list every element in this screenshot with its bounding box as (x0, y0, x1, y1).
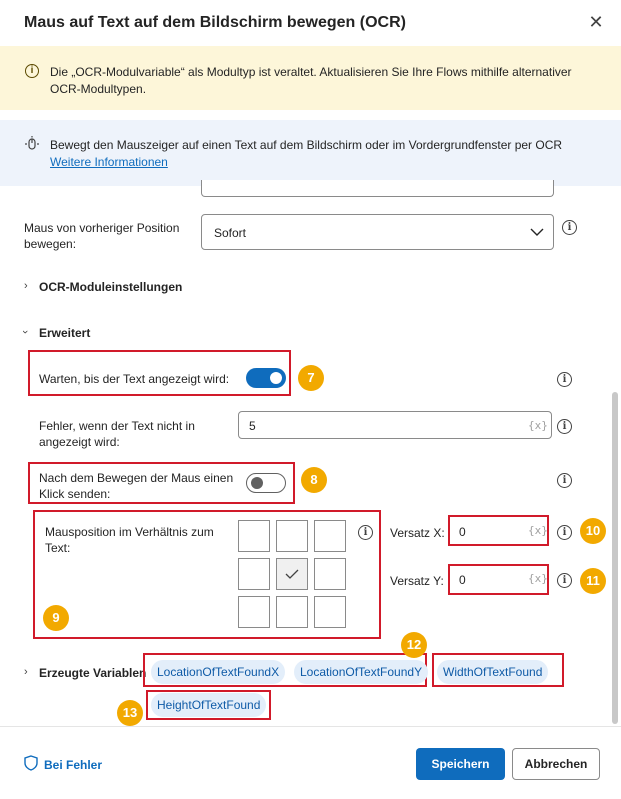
move-from-previous-value: Sofort (214, 226, 247, 240)
info-circle-icon[interactable]: i (557, 419, 572, 434)
info-circle-icon[interactable]: i (557, 525, 572, 540)
cancel-button[interactable]: Abbrechen (512, 748, 600, 780)
position-cell-bottom-center[interactable] (276, 596, 308, 628)
variable-pill[interactable]: HeightOfTextFound (151, 693, 266, 717)
info-circle-icon[interactable]: i (557, 473, 572, 488)
info-text (50, 137, 610, 171)
position-cell-top-center[interactable] (276, 520, 308, 552)
info-circle-icon[interactable]: i (358, 525, 373, 540)
annotation-badge-13: 13 (117, 700, 143, 726)
variable-icon[interactable]: {x} (528, 419, 548, 432)
annotation-badge-11: 11 (580, 568, 606, 594)
offset-x-label: Versatz X: (390, 526, 445, 540)
shield-icon (24, 755, 38, 771)
annotation-badge-7: 7 (298, 365, 324, 391)
annotation-badge-8: 8 (301, 467, 327, 493)
info-circle-icon[interactable]: i (557, 573, 572, 588)
variable-icon[interactable]: {x} (528, 524, 548, 537)
warning-text: Die „OCR-Modulvariable“ als Modultyp ist veraltet. Aktualisieren Sie Ihre Flows mithilfe alternativer OCR-Modultypen. (50, 65, 572, 96)
move-from-previous-label: Maus von vorheriger Position bewegen: (24, 221, 180, 251)
position-cell-top-right[interactable] (314, 520, 346, 552)
close-icon[interactable]: ✕ (588, 12, 604, 32)
offset-x-value[interactable]: 0 (459, 525, 466, 539)
position-cell-middle-right[interactable] (314, 558, 346, 590)
position-cell-top-left[interactable] (238, 520, 270, 552)
save-button[interactable]: Speichern (416, 748, 505, 780)
send-click-toggle[interactable] (246, 473, 286, 493)
variable-pill[interactable]: LocationOfTextFoundY (294, 660, 428, 684)
chevron-down-icon[interactable] (530, 225, 544, 239)
info-circle-icon[interactable]: i (562, 220, 577, 235)
position-cell-middle-left[interactable] (238, 558, 270, 590)
variable-icon[interactable]: {x} (528, 572, 548, 585)
toggle-knob (270, 372, 282, 384)
more-info-link[interactable]: Weitere Informationen (50, 155, 168, 169)
error-timeout-input[interactable] (238, 411, 552, 439)
mouse-position-label: Mausposition im Verhältnis zum Text: (45, 525, 214, 555)
toggle-knob (251, 477, 263, 489)
move-from-previous-select[interactable] (201, 214, 554, 250)
wait-for-text-toggle[interactable] (246, 368, 286, 388)
offset-y-label: Versatz Y: (390, 574, 444, 588)
scrollbar-thumb[interactable] (612, 392, 618, 724)
position-cell-middle-center[interactable] (276, 558, 308, 590)
send-click-label: Nach dem Bewegen der Maus einen Klick senden: (39, 471, 234, 501)
info-description: Bewegt den Mauszeiger auf einen Text auf dem Bildschirm oder im Vordergrundfenster per OCR (50, 138, 563, 152)
chevron-right-icon[interactable]: › (24, 280, 28, 292)
error-if-not-shown-label: Fehler, wenn der Text nicht in angezeigt wird: (39, 419, 195, 449)
advanced-section[interactable]: Erweitert (39, 326, 91, 340)
on-error-link[interactable]: Bei Fehler (44, 758, 103, 772)
annotation-badge-9: 9 (43, 605, 69, 631)
ocr-settings-section[interactable]: OCR-Moduleinstellungen (39, 280, 183, 294)
wait-for-text-label: Warten, bis der Text angezeigt wird: (39, 372, 230, 386)
error-timeout-value: 5 (249, 419, 256, 433)
variable-pill[interactable]: WidthOfTextFound (437, 660, 548, 684)
info-circle-icon[interactable]: i (557, 372, 572, 387)
generated-variables-section[interactable]: Erzeugte Variablen (39, 666, 147, 680)
footer-divider (0, 726, 621, 727)
position-cell-bottom-right[interactable] (314, 596, 346, 628)
chevron-right-icon[interactable]: › (24, 666, 28, 678)
variable-pill[interactable]: LocationOfTextFoundX (151, 660, 285, 684)
chevron-down-icon[interactable]: › (18, 330, 31, 334)
annotation-badge-12: 12 (401, 632, 427, 658)
dialog-title: Maus auf Text auf dem Bildschirm bewegen (OCR) (24, 14, 406, 31)
offset-y-value[interactable]: 0 (459, 573, 466, 587)
checkmark-icon (277, 559, 307, 589)
previous-field-input[interactable] (201, 180, 554, 197)
mouse-pointer-icon (24, 136, 40, 152)
info-icon: i (25, 64, 39, 78)
position-cell-bottom-left[interactable] (238, 596, 270, 628)
annotation-badge-10: 10 (580, 518, 606, 544)
